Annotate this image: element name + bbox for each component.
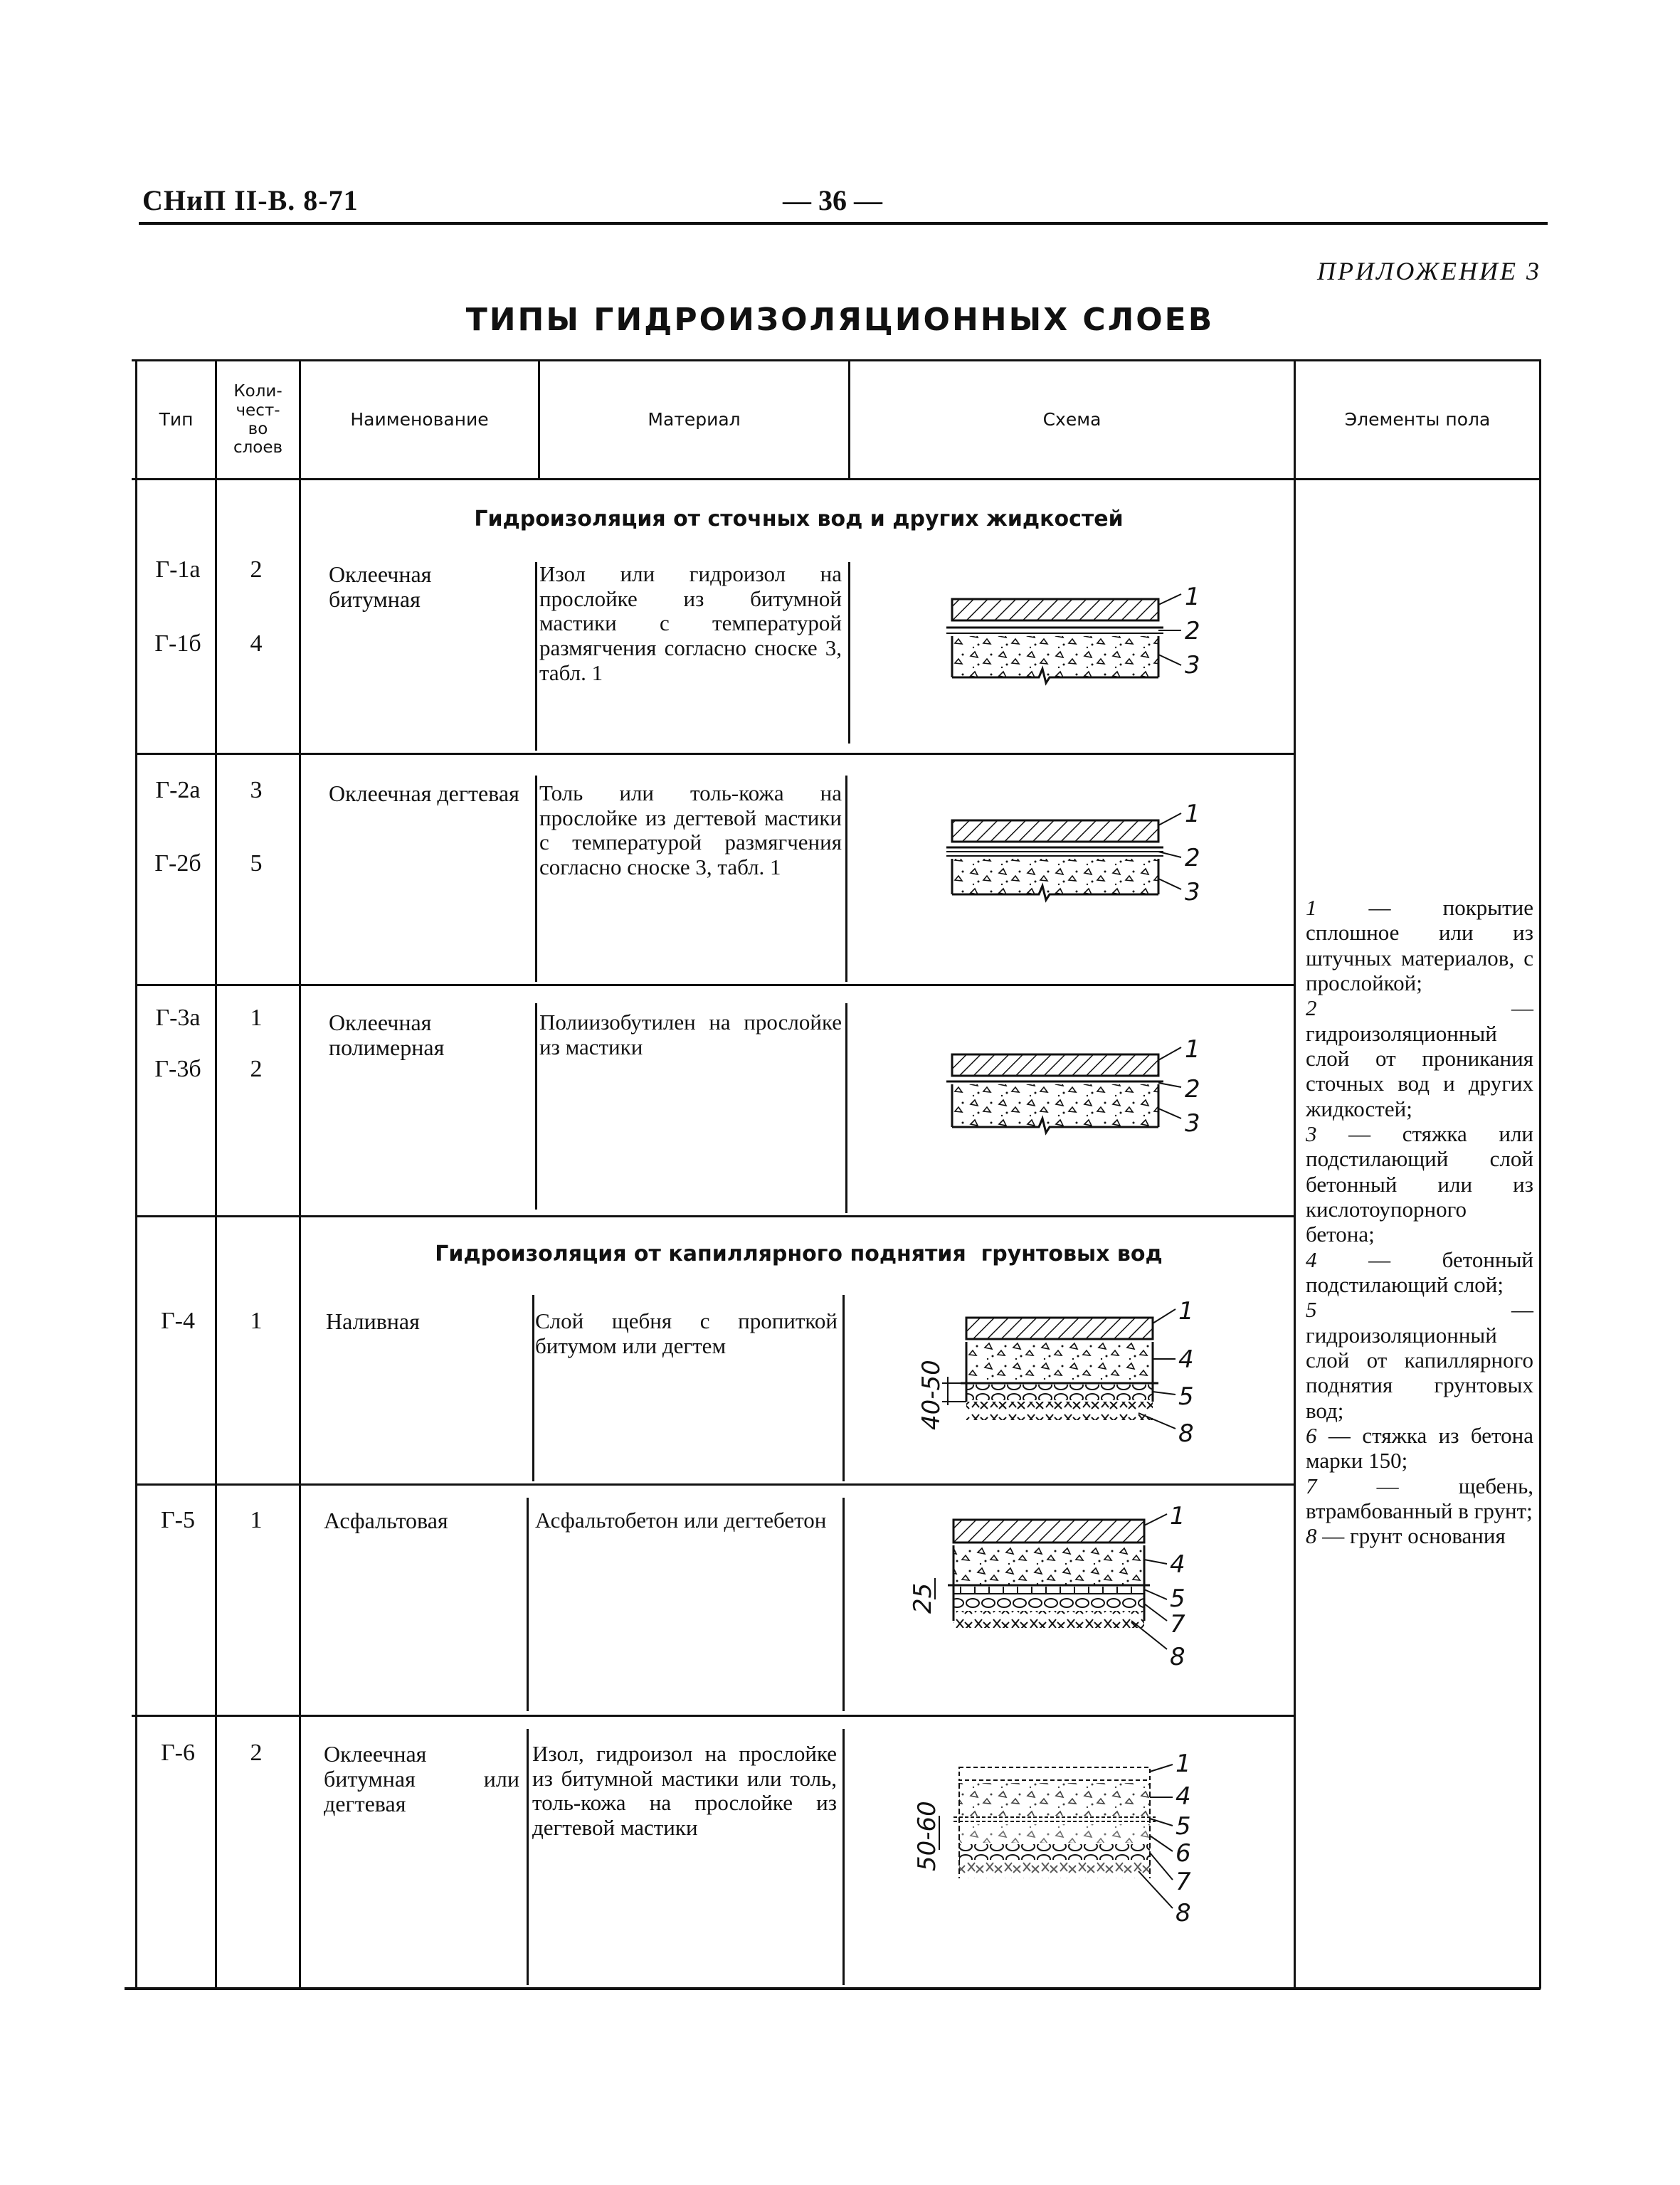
legend-item: 8 — грунт основания [1306, 1523, 1506, 1549]
name-cell: Асфальтовая [324, 1508, 448, 1533]
document-code: СНиП II-В. 8-71 [142, 184, 359, 216]
type-cell: Г-1а [155, 556, 201, 583]
schema-label: 2 [1185, 1075, 1200, 1104]
row-divider [135, 753, 1295, 755]
cell-divider [535, 776, 537, 982]
column-header-schema: Схема [1042, 408, 1101, 430]
page-number: — 36 — [783, 184, 882, 216]
schema-label: 3 [1185, 651, 1200, 679]
col-divider-schema [1294, 359, 1296, 1989]
schema-g4 [897, 1297, 1224, 1466]
schema-label: 6 [1176, 1839, 1191, 1868]
schema-g6 [911, 1750, 1224, 1949]
type-cell: Г-1б [154, 630, 201, 657]
cell-divider [842, 1295, 845, 1481]
schema-g1 [939, 583, 1224, 711]
schema-label: 7 [1176, 1868, 1191, 1896]
column-header-name: Наименование [350, 408, 489, 430]
table-bottom-border [125, 1987, 1541, 1990]
schema-g3 [939, 1035, 1224, 1160]
name-cell: Наливная [326, 1308, 420, 1334]
count-cell: 1 [250, 1005, 263, 1031]
cell-divider [527, 1498, 529, 1711]
cell-divider [535, 1003, 537, 1210]
name-cell: Оклеечная полимерная [329, 1010, 445, 1061]
legend-item: 5 — гидроизоляционный слой от капиллярного поднятия грунтовых вод; [1306, 1297, 1533, 1423]
material-cell: Толь или толь-кожа на прослойке из дегтевой мастики с температурой размягчения согласно сноске 3, табл. 1 [539, 781, 842, 880]
table-left-border [135, 359, 137, 1989]
row-divider [135, 1483, 1295, 1486]
name-cell: Оклеечная битумная или дегтевая [324, 1741, 519, 1817]
count-cell: 4 [250, 630, 263, 657]
cell-divider [842, 1498, 845, 1711]
schema-label: 2 [1185, 844, 1200, 872]
schema-label: 5 [1176, 1812, 1191, 1841]
section-title-waste-water: Гидроизоляция от сточных вод и других жидкостей [474, 507, 1124, 531]
legend-item: 3 — стяжка или подстилающий слой бетонный или из кислотоупорного бетона; [1306, 1121, 1533, 1247]
schema-label: 1 [1178, 1297, 1194, 1326]
schema-label: 3 [1185, 1109, 1200, 1138]
type-cell: Г-2а [155, 777, 201, 803]
cell-divider [845, 1003, 847, 1213]
row-divider [135, 1215, 1295, 1217]
dimension-label: 25 [909, 1582, 937, 1614]
schema-label: 5 [1170, 1584, 1185, 1613]
column-header-type: Тип [159, 408, 194, 430]
type-cell: Г-3б [154, 1056, 201, 1082]
material-cell: Изол, гидроизол на прослойке из битумной мастики или толь, толь-кожа на прослойке из дегтевой мастики [532, 1741, 837, 1841]
schema-label: 5 [1178, 1382, 1194, 1411]
name-cell: Оклеечная дегтевая [329, 781, 519, 806]
count-cell: 1 [250, 1308, 263, 1334]
schema-label: 7 [1170, 1610, 1185, 1639]
section-title-capillary: Гидроизоляция от капиллярного поднятия грунтовых вод [435, 1242, 1163, 1266]
type-cell: Г-4 [161, 1308, 195, 1334]
legend-item: 2 — гидроизоляционный слой от проникания сточных вод и других жидкостей; [1306, 995, 1533, 1121]
schema-label: 8 [1170, 1643, 1185, 1671]
legend-item: 4 — бетонный подстилающий слой; [1306, 1247, 1533, 1297]
schema-label: 3 [1185, 878, 1200, 906]
column-header-floor-elements: Элементы пола [1344, 408, 1491, 430]
name-cell: Оклеечная битумная [329, 561, 432, 613]
type-cell: Г-2б [154, 850, 201, 877]
count-cell: 2 [250, 556, 263, 583]
type-cell: Г-3а [155, 1005, 201, 1031]
cell-divider [842, 1729, 845, 1985]
legend-item: 6 — стяжка из бетона марки 150; [1306, 1422, 1533, 1474]
schema-label: 4 [1170, 1550, 1185, 1579]
schema-label: 1 [1185, 800, 1200, 828]
material-cell: Изол или гидроизол на прослойке из битумной мастики с температурой размягчения согласно сноске 3, табл. 1 [539, 561, 842, 685]
col-divider-type [215, 359, 217, 1989]
schema-label: 1 [1176, 1750, 1191, 1778]
count-cell: 3 [250, 777, 263, 803]
dimension-label: 50-60 [913, 1801, 941, 1871]
count-cell: 1 [250, 1507, 263, 1533]
row-divider [132, 1715, 1295, 1717]
column-header-count: Коли- чест- во слоев [233, 382, 283, 457]
count-cell: 5 [250, 850, 263, 877]
schema-label: 8 [1178, 1419, 1194, 1448]
count-cell: 2 [250, 1740, 263, 1766]
row-divider [135, 984, 1295, 986]
material-cell: Асфальтобетон или дегтебетон [535, 1508, 827, 1533]
schema-g5 [909, 1502, 1224, 1678]
table-right-border [1539, 359, 1541, 1989]
dimension-label: 40-50 [917, 1360, 946, 1430]
schema-label: 2 [1185, 617, 1200, 645]
cell-divider [527, 1729, 529, 1985]
material-cell: Слой щебня с пропиткой битумом или дегтем [535, 1308, 838, 1358]
cell-divider [535, 562, 537, 751]
cell-divider [848, 562, 850, 744]
material-cell: Полиизобутилен на прослойке из мастики [539, 1010, 842, 1059]
floor-elements-legend [1306, 895, 1533, 1549]
schema-label: 1 [1170, 1502, 1185, 1530]
schema-label: 8 [1176, 1899, 1191, 1927]
page-title: ТИПЫ ГИДРОИЗОЛЯЦИОННЫХ СЛОЕВ [465, 302, 1215, 338]
schema-label: 4 [1176, 1782, 1191, 1811]
legend-item: 1 — покрытие сплошное или из штучных материалов, с прослойкой; [1306, 895, 1533, 995]
type-cell: Г-5 [161, 1507, 195, 1533]
header-rule [139, 222, 1548, 225]
schema-label: 4 [1178, 1345, 1194, 1374]
schema-g2 [939, 800, 1224, 929]
cell-divider [845, 776, 847, 982]
type-cell: Г-6 [161, 1740, 195, 1766]
column-header-material: Материал [648, 408, 741, 430]
schema-label: 1 [1185, 1035, 1200, 1064]
header-bottom-border [132, 478, 1541, 480]
count-cell: 2 [250, 1056, 263, 1082]
schema-label: 1 [1185, 583, 1200, 611]
col-divider-count [299, 359, 301, 1989]
appendix-label: ПРИЛОЖЕНИЕ 3 [1317, 257, 1541, 285]
cell-divider [532, 1295, 534, 1481]
legend-item: 7 — щебень, втрамбованный в грунт; [1306, 1473, 1533, 1523]
